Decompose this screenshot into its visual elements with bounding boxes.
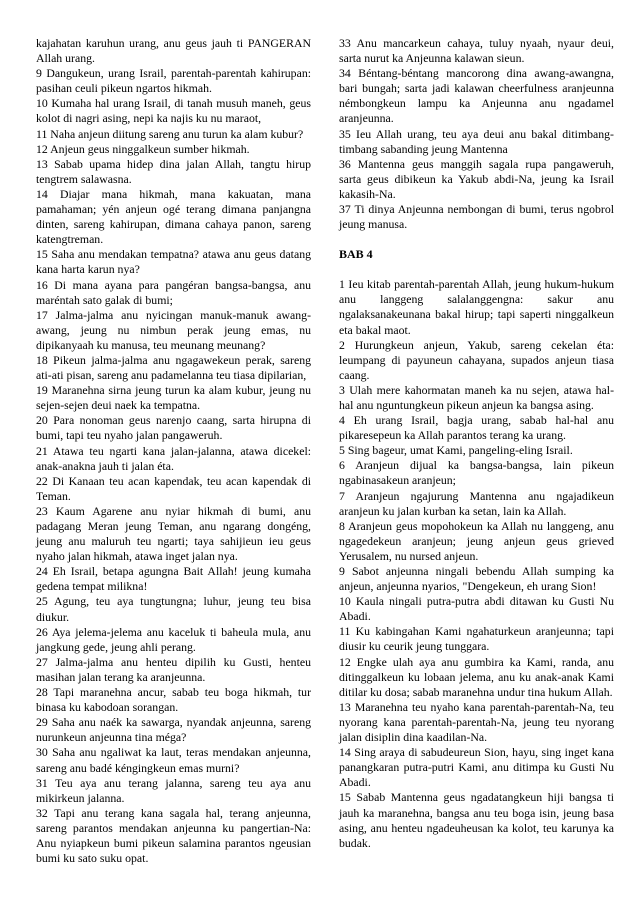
verse-paragraph: 12 Engke ulah aya anu gumbira ka Kami, randa, anu ditinggalkeun ku lobaan jelema, anu ku anak-anak Kami ditilar ku dosa; sabab maranehna undur tina hukum Allah. [339,654,614,699]
verse-paragraph: 7 Aranjeun ngajurung Mantenna anu ngajadikeun aranjeun ku jalan kurban ka setan, lain ka Allah. [339,488,614,518]
verse-paragraph: 37 Ti dinya Anjeunna nembongan di bumi, terus ngobrol jeung manusa. [339,202,614,232]
verse-paragraph: 14 Diajar mana hikmah, mana kakuatan, mana pamahaman; yén anjeun ogé terang dimana panjangna dinten, sareng kahirupan, dimana cahaya panon, sareng katengtreman. [36,186,311,247]
verse-paragraph: 15 Sabab Mantenna geus ngadatangkeun hiji bangsa ti jauh ka maranehna, bangsa anu teu boga isin, jeung basa asing, anu henteu ngadeuheusan ka kolot, teu karunya ka budak. [339,790,614,850]
verse-paragraph: 12 Anjeun geus ninggalkeun sumber hikmah. [36,141,250,156]
verse-paragraph: 18 Pikeun jalma-jalma anu ngagawekeun perak, sareng ati-ati pisan, sareng anu padamelanna teu tiasa dipilarian, [36,352,311,383]
verse-paragraph: 24 Eh Israil, betapa agungna Bait Allah! jeung kumaha gedena tempat milikna! [36,564,311,594]
verse-paragraph: 19 Maranehna sirna jeung turun ka alam kubur, jeung nu sejen-sejen deui naek ka tempatna. [36,383,311,413]
verse-paragraph: 21 Atawa teu ngarti kana jalan-jalanna, atawa dicekel: anak-anakna jauh ti jalan éta. [36,443,311,473]
verse-paragraph: 31 Teu aya anu terang jalanna, sareng teu aya anu mikirkeun jalanna. [36,775,311,805]
verse-paragraph: 14 Sing araya di sabudeureun Sion, hayu, sing inget kana panangkaran putra-putri Kami, anu ditimpa ku Gusti Nu Abadi. [339,745,614,790]
verse-paragraph: 10 Kaula ningali putra-putra abdi ditawan ku Gusti Nu Abadi. [339,594,614,624]
verse-paragraph: 9 Sabot anjeunna ningali bebendu Allah sumping ka anjeun, anjeunna nyarios, "Dengekeun, eh urang Sion! [339,564,614,594]
left-column [36,36,311,902]
verse-paragraph: 32 Tapi anu terang kana sagala hal, terang anjeunna, sareng parantos mendakan anjeunna ku pangertian-Na: Anu nyiapkeun bumi pikeun salamina parantos ngeusian bumi ku sato suku opat. [36,805,311,866]
verse-paragraph: 20 Para nonoman geus narenjo caang, sarta hirupna di bumi, tapi teu nyaho jalan pangaweruh. [36,413,311,443]
verse-paragraph: 17 Jalma-jalma anu nyicingan manuk-manuk awang-awang, jeung nu nimbun perak jeung emas, nu dipikanyaah ku manusa, teu meunang meunang? [36,307,311,352]
verse-paragraph: 28 Tapi maranehna ancur, sabab teu boga hikmah, tur binasa ku kabodoan sorangan. [36,685,311,715]
verse-paragraph: 10 Kumaha hal urang Israil, di tanah musuh maneh, geus kolot di nagri asing, nepi ka najis ku nu maraot, [36,96,311,126]
verse-paragraph: 30 Saha anu ngaliwat ka laut, teras mendakan anjeunna, sareng anu badé kéngingkeun emas murni? [36,745,311,775]
verse-paragraph: 6 Aranjeun dijual ka bangsa-bangsa, lain pikeun ngabinasakeun aranjeun; [339,458,614,488]
verse-paragraph: 34 Béntang-béntang mancorong dina awang-awangna, bari bungah; sarta jadi kalawan cheerfulness aranjeunna némbongkeun lampu ka Anjeunna anu ngadamel aranjeunna. [339,66,614,126]
verse-paragraph: 8 Aranjeun geus mopohokeun ka Allah nu langgeng, anu ngagedekeun aranjeun; jeung anjeun geus grieved Yerusalem, nu nursed anjeun. [339,518,614,563]
right-column [339,36,614,902]
verse-paragraph: 11 Naha anjeun diitung sareng anu turun ka alam kubur? [36,126,304,141]
verse-paragraph: 11 Ku kabingahan Kami ngahaturkeun aranjeunna; tapi diusir ku ceurik jeung tunggara. [339,624,614,654]
verse-paragraph: kajahatan karuhun urang, anu geus jauh ti PANGERAN Allah urang. [36,36,311,66]
verse-paragraph: 15 Saha anu mendakan tempatna? atawa anu geus datang kana harta karun nya? [36,247,311,277]
verse-paragraph: 27 Jalma-jalma anu henteu dipilih ku Gusti, henteu masihan jalan terang ka aranjeunna. [36,654,311,684]
verse-paragraph: 9 Dangukeun, urang Israil, parentah-parentah kahirupan: pasihan ceuli pikeun ngartos hikmah. [36,66,311,96]
verse-paragraph: 4 Eh urang Israil, bagja urang, sabab hal-hal anu pikaresepeun ka Allah parantos terang ka urang. [339,413,614,443]
verse-paragraph: 26 Aya jelema-jelema anu kaceluk ti baheula mula, anu jangkung gede, jeung ahli perang. [36,624,311,654]
verse-paragraph: 13 Maranehna teu nyaho kana parentah-parentah-Na, teu nyorang kana parentah-parentah-Na, jeung teu nyorang jalan disiplin dina kaadilan-Na. [339,699,614,745]
verse-paragraph: 23 Kaum Agarene anu nyiar hikmah di bumi, anu padagang Meran jeung Teman, anu ngarang dongéng, jeung anu maluruh teu ngarti; taya sahijieun ieu geus nyaho jalan hikmah, atawa inget jalan nya. [36,503,311,564]
verse-paragraph: 2 Hurungkeun anjeun, Yakub, sareng cekelan éta: leumpang di payuneun cahayana, supados anjeun tiasa caang. [339,337,614,382]
verse-paragraph: 29 Saha anu naék ka sawarga, nyandak anjeunna, sareng nurunkeun anjeunna tina méga? [36,715,311,745]
verse-paragraph: 36 Mantenna geus manggih sagala rupa pangaweruh, sarta geus dibikeun ka Yakub abdi-Na, jeung ka Israil kakasih-Na. [339,156,614,201]
verse-paragraph: 1 Ieu kitab parentah-parentah Allah, jeung hukum-hukum anu langgeng salalanggengna: sakur anu ngalaksanakeunana bakal hirup; tapi saperti ninggalkeun eta bakal maot. [339,277,614,337]
verse-paragraph: 3 Ulah mere kahormatan maneh ka nu sejen, atawa hal-hal anu nguntungkeun pikeun anjeun ka bangsa asing. [339,382,614,412]
verse-paragraph: 13 Sabab upama hidep dina jalan Allah, tangtu hirup tengtrem salawasna. [36,156,311,186]
verse-paragraph: 35 Ieu Allah urang, teu aya deui anu bakal ditimbang-timbang sabanding jeung Mantenna [339,126,614,156]
verse-paragraph: 16 Di mana ayana para pangéran bangsa-bangsa, anu maréntah sato galak di bumi; [36,277,311,307]
verse-paragraph: 22 Di Kanaan teu acan kapendak, teu acan kapendak di Teman. [36,473,311,503]
verse-paragraph: 25 Agung, teu aya tungtungna; luhur, jeung teu bisa diukur. [36,594,311,624]
chapter-heading: BAB 4 [339,247,373,262]
verse-paragraph: 33 Anu mancarkeun cahaya, tuluy nyaah, nyaur deui, sarta nurut ka Anjeunna kalawan sieun. [339,36,614,66]
verse-paragraph: 5 Sing bageur, umat Kami, pangeling-eling Israil. [339,443,573,458]
